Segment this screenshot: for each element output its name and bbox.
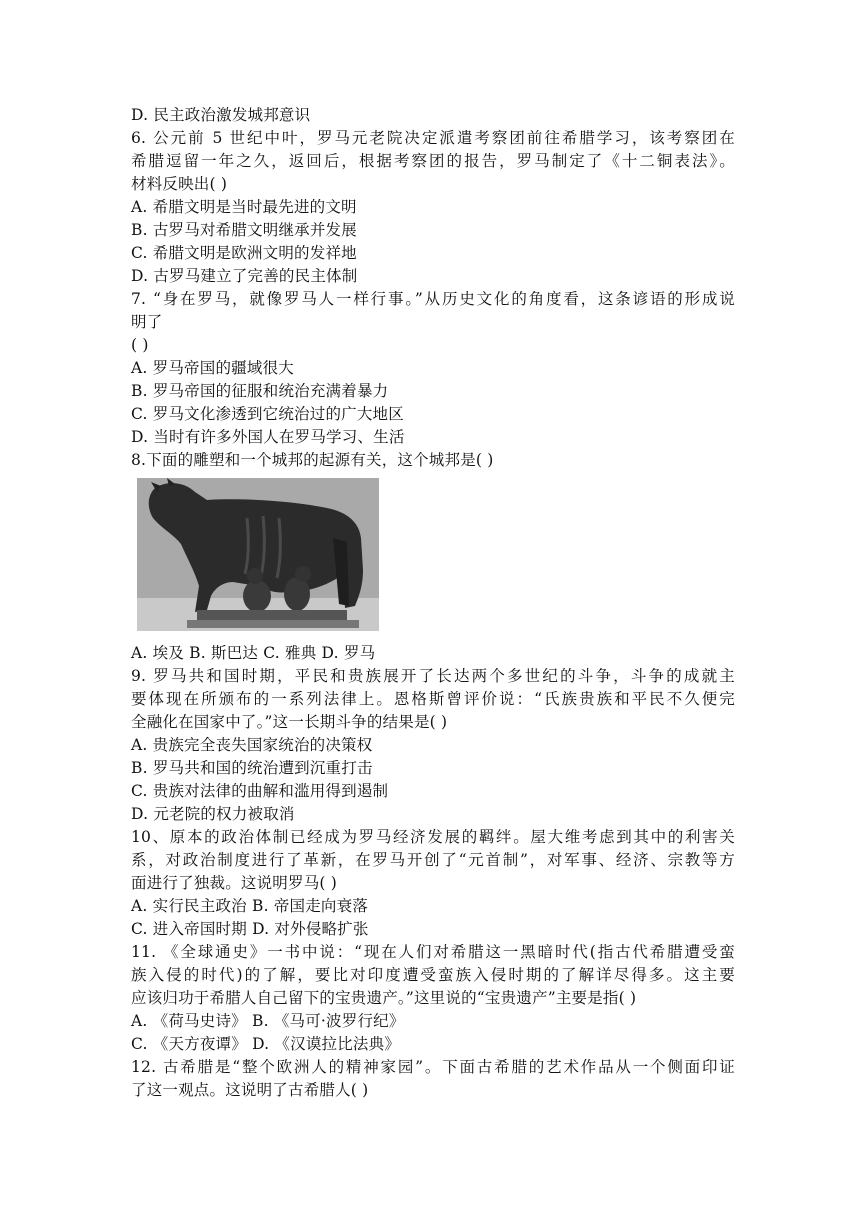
text-line: C. 希腊文明是欧洲文明的发祥地 — [131, 244, 357, 262]
text-line: A. 《荷马史诗》 B. 《马可·波罗行纪》 — [131, 1012, 405, 1030]
text-line: A. 罗马帝国的疆域很大 — [131, 359, 294, 377]
question-block-bottom — [131, 642, 735, 1102]
text-line: 明了 — [131, 313, 163, 331]
text-line: C. 罗马文化渗透到它统治过的广大地区 — [131, 405, 404, 423]
text-line: A. 埃及 B. 斯巴达 C. 雅典 D. 罗马 — [131, 644, 376, 662]
text-line: B. 罗马共和国的统治遭到沉重打击 — [131, 759, 373, 777]
text-line: ( ) — [131, 336, 149, 354]
text-line: 希腊逗留一年之久，返回后，根据考察团的报告，罗马制定了《十二铜表法》。 — [131, 152, 735, 170]
text-line: 7. “身在罗马，就像罗马人一样行事。”从历史文化的角度看，这条谚语的形成说 — [131, 290, 735, 308]
text-line: 全融化在国家中了。”这一长期斗争的结果是( ) — [131, 713, 448, 731]
text-line: 11. 《全球通史》一书中说：“现在人们对希腊这一黑暗时代(指古代希腊遭受蛮 — [131, 943, 735, 961]
text-line: 8.下面的雕塑和一个城邦的起源有关，这个城邦是( ) — [131, 451, 494, 469]
she-wolf-sculpture-photo — [137, 478, 379, 631]
text-line: 12. 古希腊是“整个欧洲人的精神家园”。下面古希腊的艺术作品从一个侧面印证 — [131, 1058, 735, 1076]
text-line: 要体现在所颁布的一系列法律上。恩格斯曾评价说：“氏族贵族和平民不久便完 — [131, 690, 735, 708]
text-line: B. 古罗马对希腊文明继承并发展 — [131, 221, 357, 239]
text-line: B. 罗马帝国的征服和统治充满着暴力 — [131, 382, 389, 400]
document-page — [131, 104, 735, 1102]
text-line: 10、原本的政治体制已经成为罗马经济发展的羁绊。屋大维考虑到其中的利害关 — [131, 828, 735, 846]
text-line: A. 希腊文明是当时最先进的文明 — [131, 198, 357, 216]
text-line: 系，对政治制度进行了革新，在罗马开创了“元首制”，对军事、经济、宗教等方 — [131, 851, 735, 869]
text-line: 面进行了独裁。这说明罗马( ) — [131, 874, 338, 892]
sculpture-image-icon — [137, 478, 379, 631]
text-line: C. 《天方夜谭》 D. 《汉谟拉比法典》 — [131, 1035, 401, 1053]
text-line: D. 民主政治激发城邦意识 — [131, 106, 311, 124]
text-line: D. 当时有许多外国人在罗马学习、生活 — [131, 428, 405, 446]
text-line: 族入侵的时代)的了解，要比对印度遭受蛮族入侵时期的了解详尽得多。这主要 — [131, 966, 735, 984]
text-line: 应该归功于希腊人自己留下的宝贵遗产。”这里说的“宝贵遗产”主要是指( ) — [131, 989, 637, 1007]
text-line: 9. 罗马共和国时期，平民和贵族展开了长达两个多世纪的斗争，斗争的成就主 — [131, 667, 735, 685]
text-line: C. 进入帝国时期 D. 对外侵略扩张 — [131, 920, 369, 938]
text-line: D. 古罗马建立了完善的民主体制 — [131, 267, 358, 285]
text-line: D. 元老院的权力被取消 — [131, 805, 295, 823]
text-line: C. 贵族对法律的曲解和滥用得到遏制 — [131, 782, 389, 800]
question-block-top — [131, 104, 735, 472]
text-line: A. 实行民主政治 B. 帝国走向衰落 — [131, 897, 369, 915]
text-line: A. 贵族完全丧失国家统治的决策权 — [131, 736, 373, 754]
text-line: 了这一观点。这说明了古希腊人( ) — [131, 1081, 369, 1099]
text-line: 6. 公元前 5 世纪中叶，罗马元老院决定派遣考察团前往希腊学习，该考察团在 — [131, 129, 735, 147]
text-line: 材料反映出( ) — [131, 175, 228, 193]
